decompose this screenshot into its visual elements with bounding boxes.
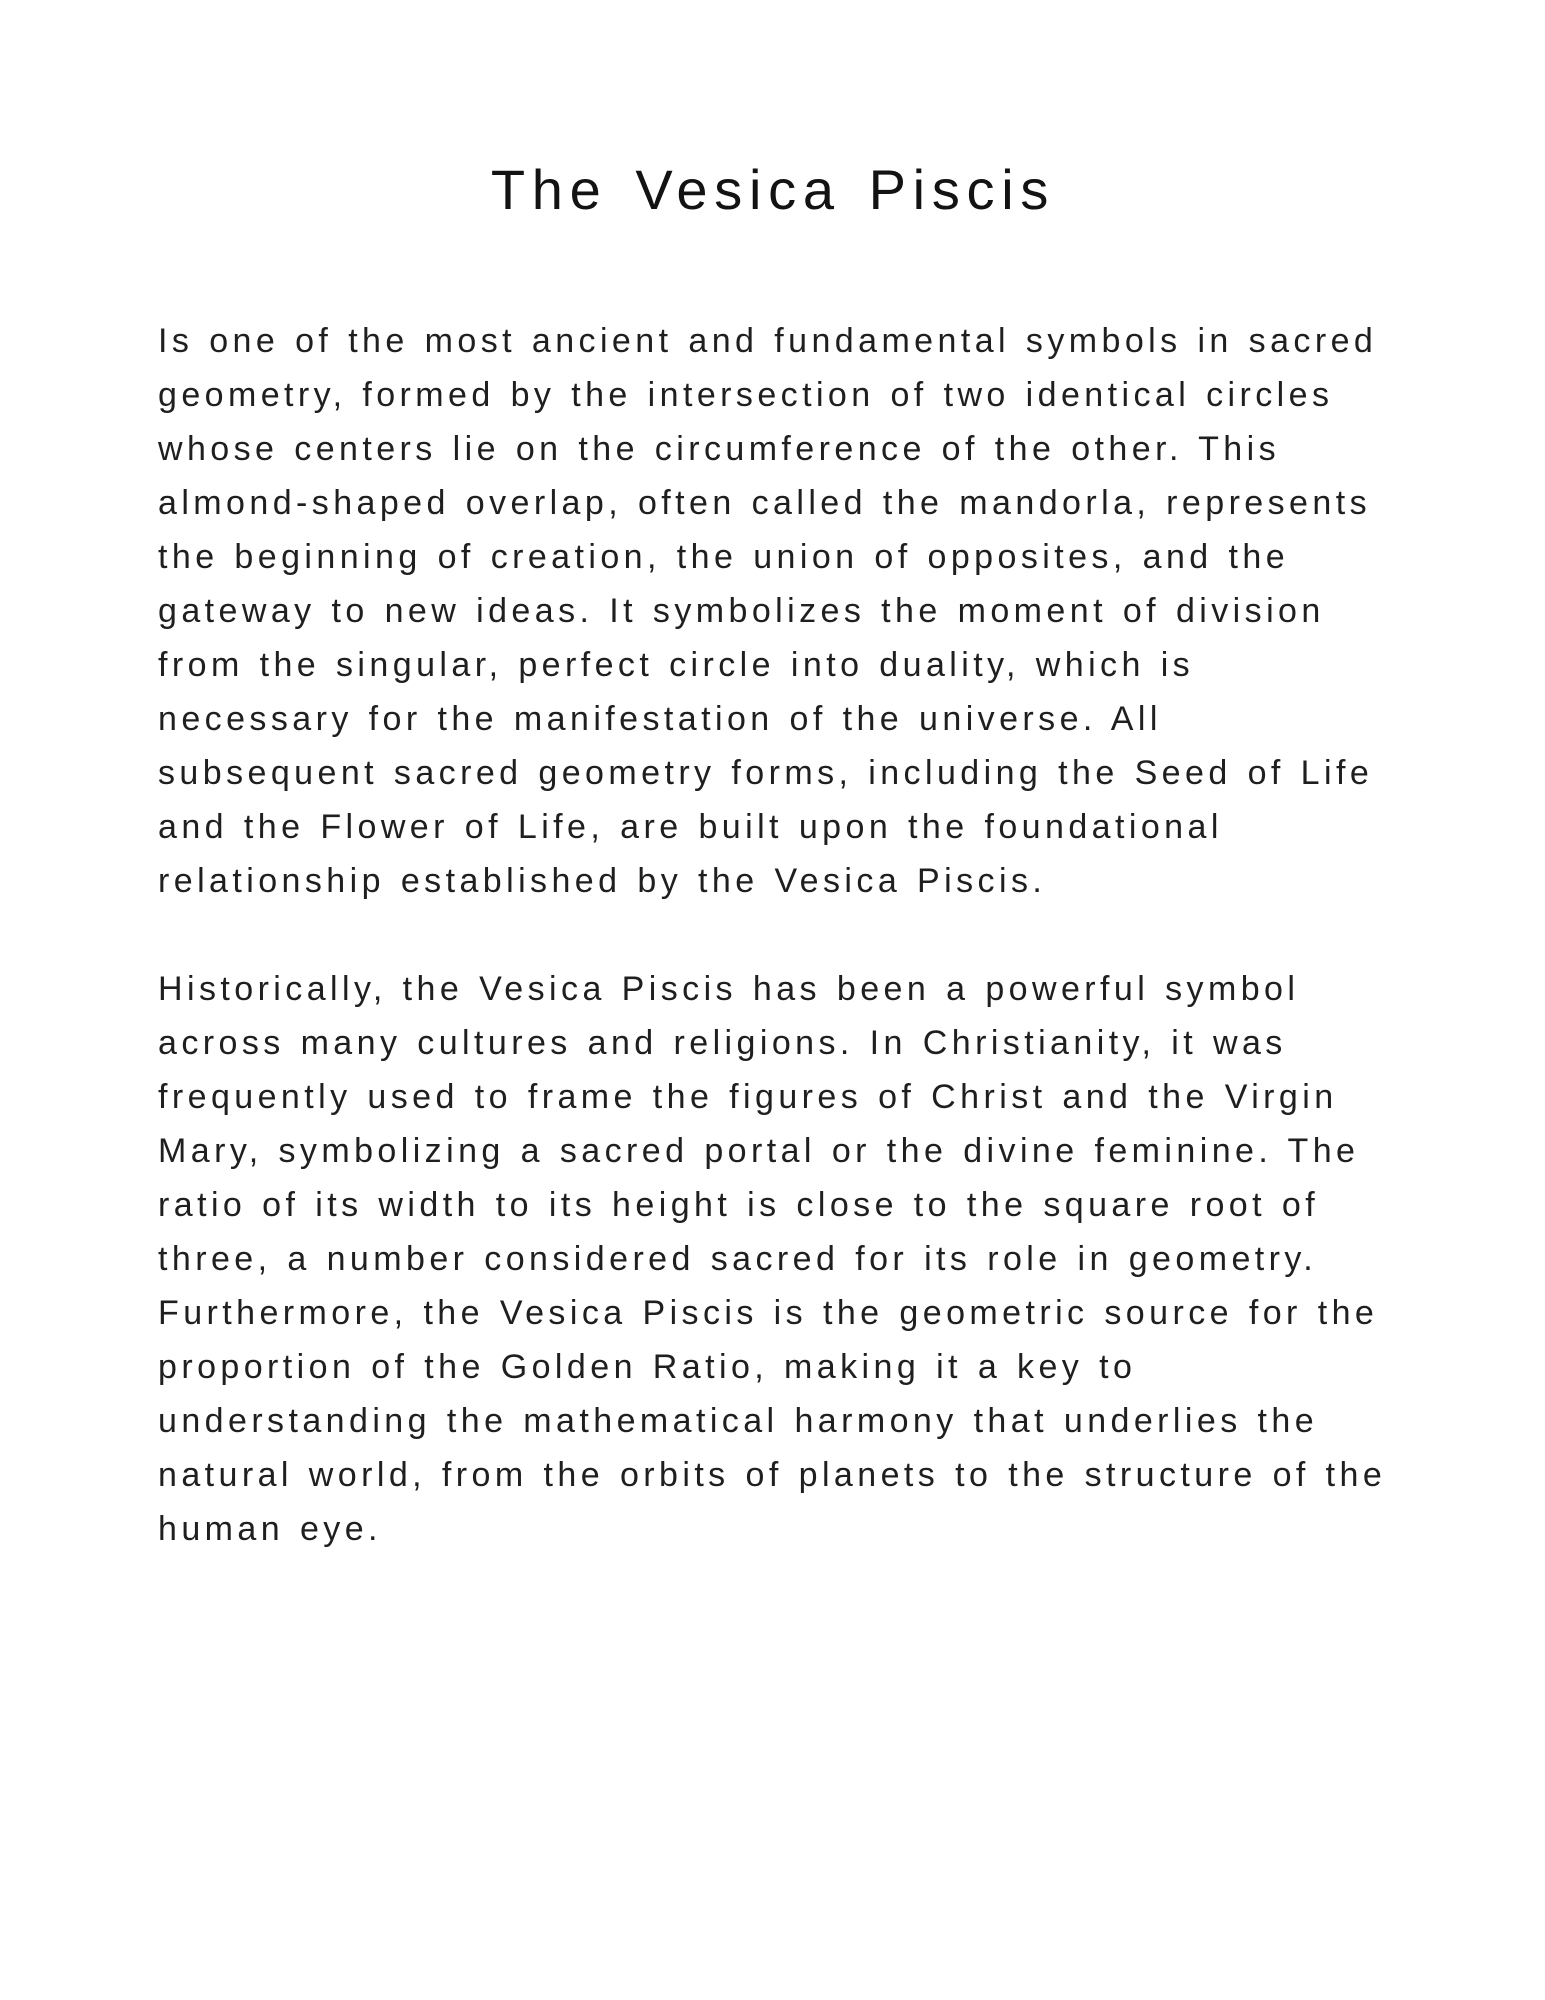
paragraph-intro: Is one of the most ancient and fundamental symbols in sacred geometry, formed by the intersection of two identical circles whose centers lie on the circumference of the other. This almond-shaped overlap, often called the mandorla, represents the beginning of creation, the union of opposites, and the gateway to new ideas. It symbolizes the moment of division from the singular, perfect circle into duality, which is necessary for the manifestation of the universe. All subsequent sacred geometry forms, including the Seed of Life and the Flower of Life, are built upon the foundational relationship established by the Vesica Piscis. [158,322,1378,900]
page-title: The Vesica Piscis [490,158,1056,221]
document-body [158,314,1388,1556]
paragraph-history: Historically, the Vesica Piscis has been a powerful symbol across many cultures and religions. In Christianity, it was frequently used to frame the figures of Christ and the Virgin Mary, symbolizing a sacred portal or the divine feminine. The ratio of its width to its height is close to the square root of three, a number considered sacred for its role in geometry. Furthermore, the Vesica Piscis is the geometric source for the proportion of the Golden Ratio, making it a key to understanding the mathematical harmony that underlies the natural world, from the orbits of planets to the structure of the human eye. [158,970,1387,1548]
